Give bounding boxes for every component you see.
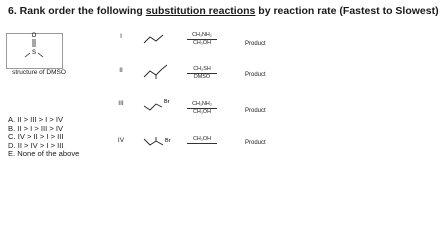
reaction-1-reagents bbox=[180, 32, 224, 47]
choice-b[interactable]: B. II > I > III > IV bbox=[8, 123, 64, 133]
dmso-sulfur-atom: S bbox=[31, 50, 37, 56]
reaction-4-substrate bbox=[143, 134, 179, 150]
question-prefix: 6. Rank order the following bbox=[8, 5, 146, 17]
question-suffix: by reaction rate (Fastest to Slowest) bbox=[255, 5, 439, 17]
dmso-label: structure of DMSO bbox=[12, 69, 66, 76]
reaction-4-numeral: IV bbox=[117, 137, 125, 144]
reaction-4-arrow bbox=[187, 143, 217, 144]
dmso-structure bbox=[6, 33, 63, 69]
reaction-2-reagent-top: CH₃SH bbox=[193, 66, 211, 72]
reaction-4-reagent-top: CH₃OH bbox=[192, 136, 212, 142]
choice-a[interactable]: A. II > III > I > IV bbox=[8, 115, 64, 124]
reaction-2-numeral: II bbox=[119, 67, 123, 74]
reaction-3-substrate bbox=[143, 96, 179, 112]
reaction-1-product: Product bbox=[245, 41, 266, 47]
question-text bbox=[8, 5, 439, 17]
reaction-4-bromine: Br bbox=[165, 138, 171, 144]
question-underlined: substitution reactions bbox=[145, 5, 256, 17]
choice-e[interactable]: E. None of the above bbox=[8, 149, 80, 159]
answer-choices bbox=[8, 116, 79, 159]
reaction-1-reagent-top: CH₃NH₂ bbox=[192, 32, 212, 38]
reaction-3-product: Product bbox=[245, 108, 266, 114]
choice-d[interactable]: D. II > IV > I > III bbox=[8, 140, 64, 150]
reaction-3-numeral: III bbox=[118, 100, 124, 107]
reaction-2-product: Product bbox=[245, 72, 266, 78]
choice-c[interactable]: C. IV > II > I > III bbox=[8, 132, 64, 142]
reaction-1-numeral: I bbox=[120, 33, 122, 40]
reaction-4-reagents bbox=[180, 136, 224, 144]
reaction-1-substrate bbox=[143, 30, 167, 46]
reaction-3-reagents bbox=[180, 101, 224, 116]
reaction-3-reagent-top: CH₃NH₂ bbox=[192, 101, 212, 107]
reaction-3-reagent-bottom: CH₃OH bbox=[192, 109, 212, 115]
reaction-2-reagents bbox=[180, 66, 224, 81]
dmso-oxygen-atom: O bbox=[31, 33, 37, 39]
reaction-1-reagent-bottom: CH₃OH bbox=[192, 40, 212, 46]
reaction-2-substrate bbox=[143, 62, 169, 80]
reaction-3-bromine: Br bbox=[164, 99, 170, 105]
reaction-4-product: Product bbox=[245, 140, 266, 146]
reaction-2-reagent-bottom: DMSO bbox=[193, 74, 211, 80]
